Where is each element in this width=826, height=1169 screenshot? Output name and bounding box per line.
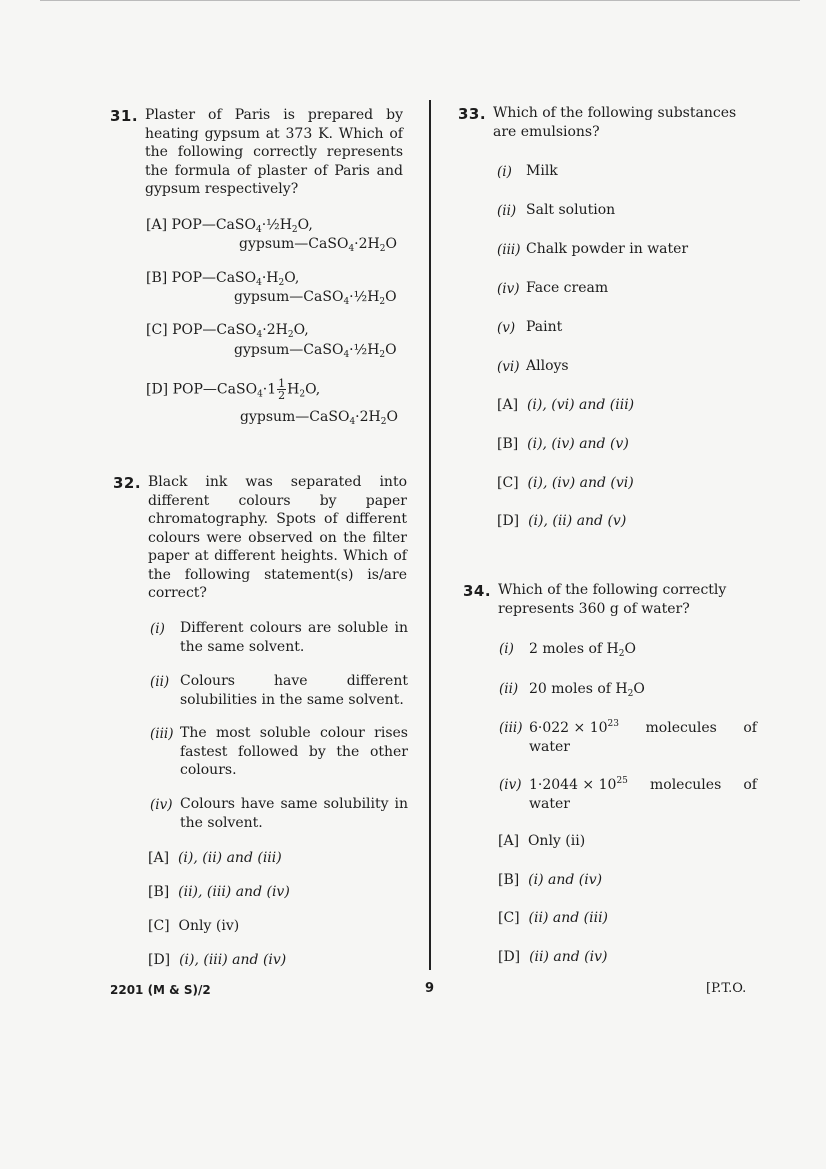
q34-option-d-text: (ii) and (iv) [529,949,608,965]
q31-option-d-label: [D] [146,381,169,398]
q31-stem: Plaster of Paris is prepared by heating gypsum at 373 K. Which of the following correctly represents the formula of plaster of Paris and gypsum respectively? [145,107,403,197]
q33-number: 33. [458,105,487,123]
q32-statement-3-label: (iii) [150,726,174,742]
q34-stem: Which of the following correctly represents 360 g of water? [498,582,727,617]
q33-option-c[interactable] [497,474,634,493]
q33-statement-3-text: Chalk powder in water [526,241,689,257]
q33-option-c-text: (i), (iv) and (vi) [527,475,634,491]
q33-statement-3-label: (iii) [497,242,521,258]
q33-option-a[interactable] [497,396,634,415]
q34-statement-1-label: (i) [499,641,514,657]
q32-option-a[interactable] [148,849,282,868]
q33-statement-4-label: (iv) [497,281,520,297]
q31-option-a-label: [A] [146,217,168,233]
q33-statement-5-text: Paint [526,319,563,335]
q34-option-c[interactable] [498,909,608,928]
q34-option-c-label: [C] [498,910,520,926]
q34-option-a[interactable] [498,832,585,851]
q32-statement-3-text: The most soluble colour rises fastest followed by the other colours. [180,725,408,778]
q34-option-a-label: [A] [498,833,520,849]
q33-option-b-text: (i), (iv) and (v) [527,436,629,452]
footer-paper-code: 2201 (M & S)/2 [110,983,211,997]
q34-statement-3-text: $6\cdot 022 \times 10^{23}$ molecules of water [529,719,757,755]
exam-page: 31. Plaster of Paris is prepared by heating gypsum at 373 K. Which of the following correctly represents the formula of plaster of Paris and gypsum respectively? [A] $POP—CaSO_4\cdot\frac{1}{2}H_2O$, $gypsum—CaSO_4\cdot 2H_2O$ [B] $POP—CaSO_4\cdot H_2O$, $gypsum—CaSO_4\cdot\frac{1}{2}H_2O$ [C] $POP—CaSO_4\cdot 2H_2O$, $gypsum—CaSO_4\cdot\frac{1}{2}H_2O$ [D] POP—CaSO$_4$·1 $\frac{1}{2}$ $H_2O$, $gypsum—CaSO_4\cdot 2H_2O$ 32. Black ink was separated into different colours by paper chromatography. Spots of different colours were observed on the filter paper at different heights. Which of the following statement(s) is/are correct? (i) Different colours are soluble in the same solvent. (ii) Colours have different solubilities in the same solvent. (iii) The most soluble colour rises fastest followed by the other colours. (iv) Colours have same solubility in the solvent. [A] (i), (ii) and (iii) [B] (ii), (iii) and (iv) [C] Only (iv) [D] (i), (iii) and (iv) 33. Which of the following substances are emulsions? (i) Milk (ii) Salt solution (iii) Chalk powder in water (iv) Face cream (v) Paint (vi) Alloys [A] (i), (vi) and (iii) [B] (i), (iv) and (v) [C] (i), (iv) and (vi) [D] (i), (ii) and (v) 34. Which of the following correctly represents 360 g of water? (i) 2 moles of $H_2O$ (ii) 20 moles of $H_2O$ (iii) $6\cdot 022 \times 10^{23}$ molecules of water (iv) $1\cdot 2044 \times 10^{25}$ molecules of water [A] Only (ii) [B] (i) and (iv) [C] (ii) and (iii) [D] (ii) and (iv) 2201 (M & S)/2 9 [P.T.O. [0,0,826,1169]
q34-number: 34. [463,582,492,600]
q34-option-b-label: [B] [498,872,520,888]
q33-statement-2-label: (ii) [497,203,517,219]
top-edge-line [40,0,800,1]
q33-statement-6-text: Alloys [526,358,569,374]
q33-statement-5-label: (v) [497,320,516,336]
q32-statement-4-label: (iv) [150,797,173,813]
q33-option-c-label: [C] [497,475,519,491]
q34-statement-3-label: (iii) [499,720,523,736]
q34-statement-2-label: (ii) [499,681,519,697]
q32-statement-1-text: Different colours are soluble in the same solvent. [180,620,408,655]
q34-statement-1-text: 2 moles of $H_2O$ [529,641,636,659]
q33-statement-6-label: (vi) [497,359,520,375]
q32-option-a-text: (i), (ii) and (iii) [177,850,282,866]
footer-page-number: 9 [425,981,435,996]
q34-option-b-text: (i) and (iv) [528,872,603,888]
q34-option-c-text: (ii) and (iii) [528,910,609,926]
q32-option-d-text: (i), (iii) and (iv) [179,952,287,968]
q33-option-d[interactable] [497,512,626,531]
q33-stem: Which of the following substances are emulsions? [493,105,737,140]
q34-statement-4-text: $1\cdot 2044 \times 10^{25}$ molecules of water [529,776,757,812]
q32-option-c-text: Only (iv) [178,918,240,934]
q34-option-d[interactable] [498,948,607,967]
footer-pto: [P.T.O. [706,981,747,996]
q34-option-b[interactable] [498,871,602,890]
q32-option-c[interactable] [148,917,239,936]
q33-option-b-label: [B] [497,436,519,452]
q33-option-d-label: [D] [497,513,520,529]
q34-option-a-text: Only (ii) [527,833,586,849]
q32-option-d-label: [D] [148,952,171,968]
q33-option-d-text: (i), (ii) and (v) [528,513,627,529]
q32-statement-4-text: Colours have same solubility in the solvent. [180,796,408,831]
column-divider [429,100,431,970]
q31-option-c-label: [C] [146,322,168,338]
q32-stem: Black ink was separated into different colours by paper chromatography. Spots of different colours were observed on the filter paper at different heights. Which of the following statement(s) is/are correct? [148,474,407,601]
q32-option-b[interactable] [148,883,290,902]
q33-statement-4-text: Face cream [526,280,609,296]
q31-option-b-label: [B] [146,270,168,286]
q33-option-b[interactable] [497,435,629,454]
q32-option-b-label: [B] [148,884,170,900]
q33-option-a-text: (i), (vi) and (iii) [526,397,635,413]
q33-statement-1-text: Milk [526,163,558,179]
q33-option-a-label: [A] [497,397,519,413]
q32-statement-2-text: Colours have different solubilities in the same solvent. [180,673,408,708]
q32-statement-1-label: (i) [150,621,165,637]
q34-option-d-label: [D] [498,949,521,965]
q32-statement-2-label: (ii) [150,674,170,690]
q32-option-d[interactable] [148,951,286,970]
q32-option-a-label: [A] [148,850,170,866]
q32-number: 32. [113,474,142,492]
q32-option-b-text: (ii), (iii) and (iv) [178,884,290,900]
q34-statement-2-text: 20 moles of $H_2O$ [529,681,645,699]
q31-number: 31. [110,107,139,125]
q33-statement-2-text: Salt solution [526,202,616,218]
q33-statement-1-label: (i) [497,164,512,180]
q32-option-c-label: [C] [148,918,170,934]
q34-statement-4-label: (iv) [499,777,522,793]
